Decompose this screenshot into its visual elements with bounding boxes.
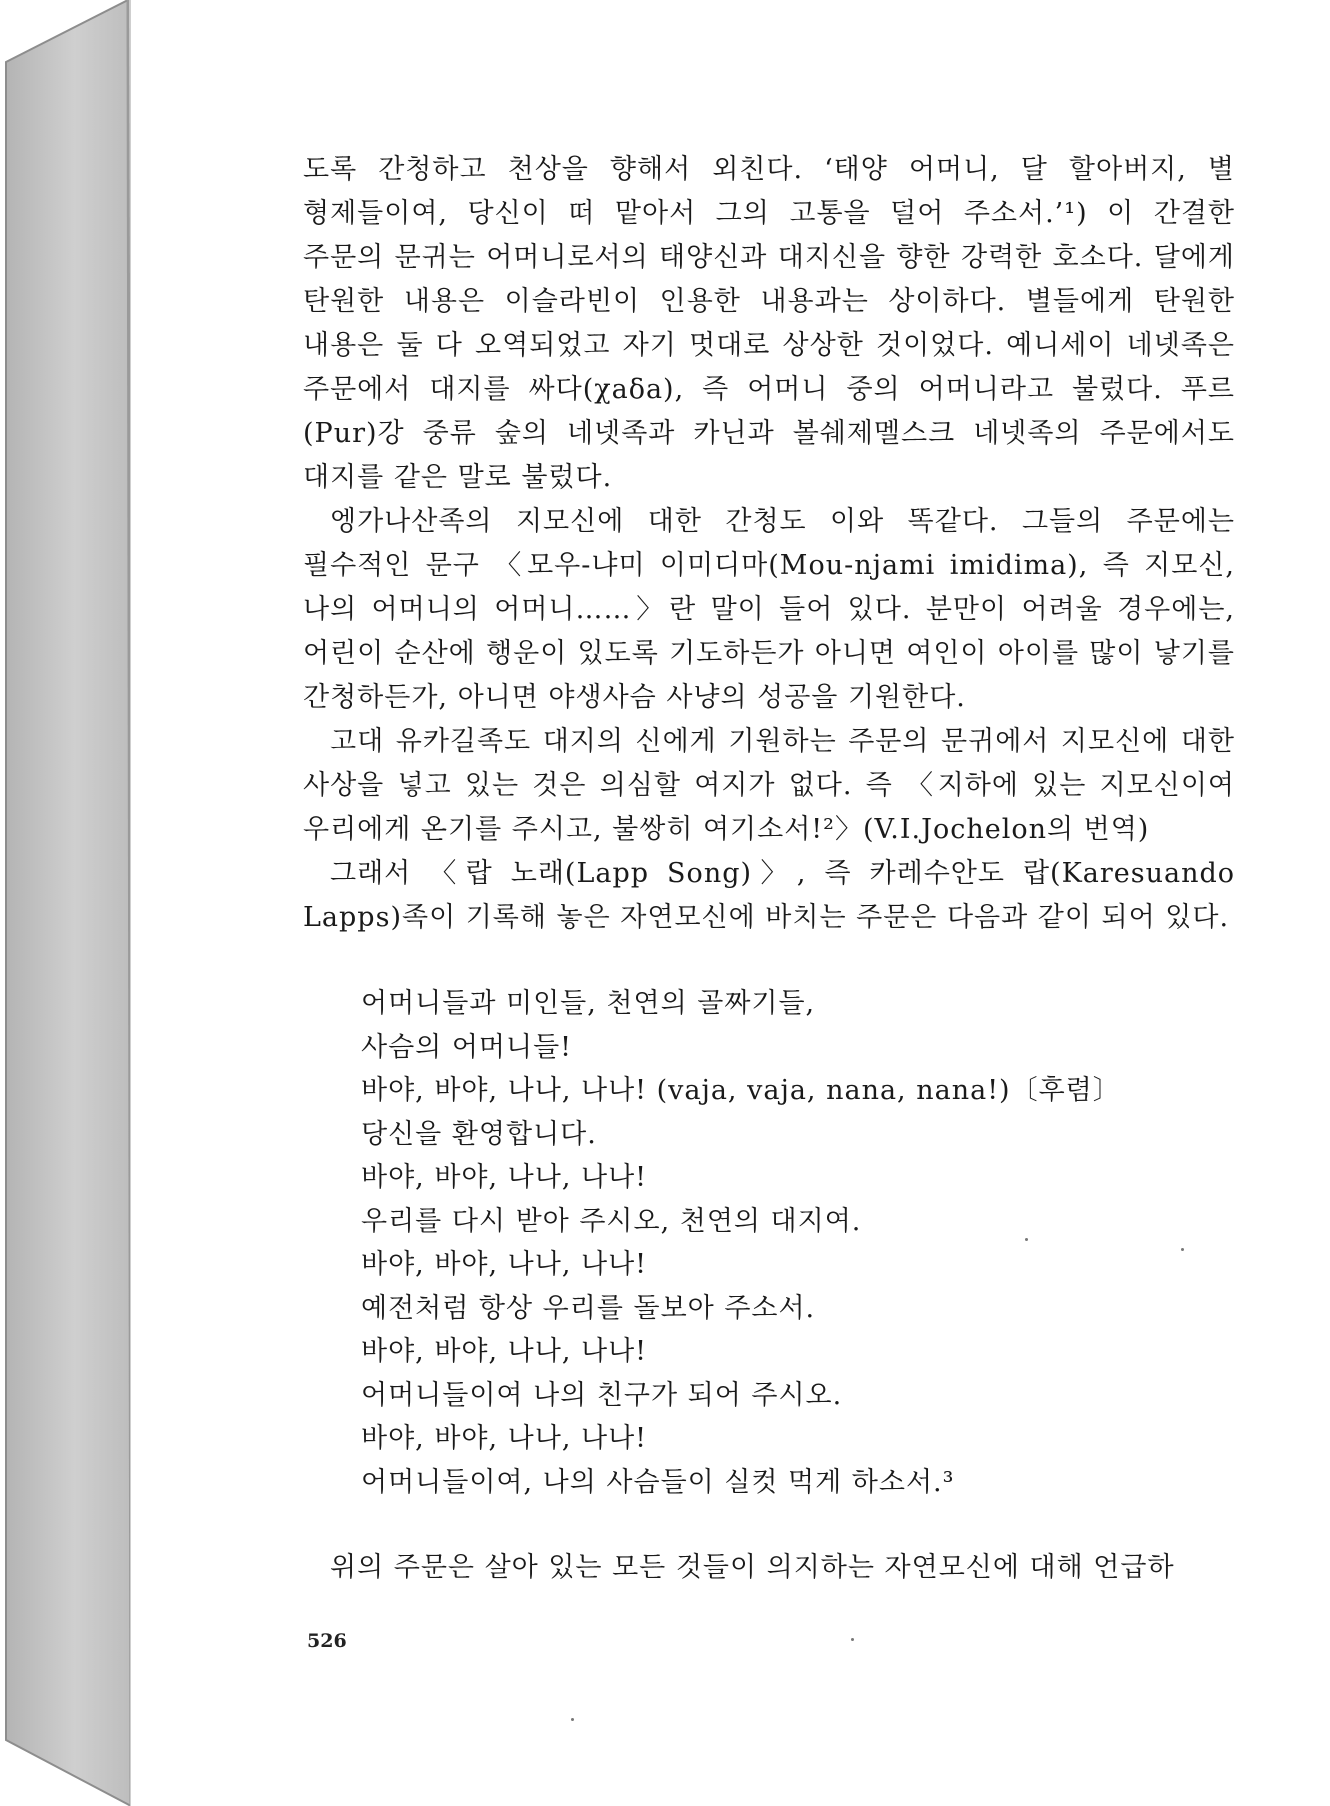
page-number: 526 — [307, 1630, 347, 1652]
closing-paragraph: 위의 주문은 살아 있는 모든 것들이 의지하는 자연모신에 대해 언급하 — [330, 1552, 1175, 1583]
poem-line: 바야, 바야, 나나, 나나! — [361, 1249, 648, 1280]
scan-speck — [1025, 1238, 1028, 1241]
scan-speck — [851, 1638, 854, 1641]
lapp-song-poem — [361, 982, 1235, 1504]
book-page — [130, 0, 1330, 1806]
scan-speck — [1181, 1248, 1184, 1251]
poem-line: 우리를 다시 받아 주시오, 천연의 대지여. — [361, 1205, 862, 1237]
book-spine — [0, 0, 140, 1806]
poem-line: 어머니들이여 나의 친구가 되어 주시오. — [361, 1379, 843, 1411]
poem-line: 바야, 바야, 나나, 나나! — [361, 1423, 648, 1454]
poem-line: 바야, 바야, 나나, 나나! — [361, 1162, 648, 1193]
poem-line: 당신을 환영합니다. — [361, 1118, 597, 1150]
poem-line: 사슴의 어머니들! — [361, 1031, 573, 1063]
poem-line: 예전처럼 항상 우리를 돌보아 주소서. — [361, 1292, 816, 1324]
paragraph-3: 고대 유카길족도 대지의 신에게 기원하는 주문의 문귀에서 지모신에 대한 사상을 넣고 있는 것은 의심할 여지가 없다. 즉 〈지하에 있는 지모신이여 우리에게 온기를 주시고, 불쌍히 여기소서!²〉(V.I.Jochelon의 번역) — [303, 726, 1235, 845]
poem-line: 바야, 바야, 나나, 나나! (vaja, vaja, nana, nana!)〔후렴〕 — [361, 1075, 1121, 1106]
paragraph-4: 그래서 〈랍 노래(Lapp Song)〉, 즉 카레수안도 랍(Karesuando Lapps)족이 기록해 놓은 자연모신에 바치는 주문은 다음과 같이 되어 있다. — [303, 858, 1235, 933]
poem-line: 어머니들이여, 나의 사슴들이 실컷 먹게 하소서.³ — [361, 1466, 955, 1498]
poem-line: 어머니들과 미인들, 천연의 골짜기들, — [361, 988, 816, 1019]
paragraph-2: 엥가나산족의 지모신에 대한 간청도 이와 똑같다. 그들의 주문에는 필수적인 문구 〈모우-냐미 이미디마(Mou-njami imidima), 즉 지모신, 나의 어머니의 어머니……〉란 말이 들어 있다. 분만이 어려울 경우에는, 어린이 순산에 행운이 있도록 기도하든가 아니면 여인이 아이를 많이 낳기를 간청하든가, 아니면 야생사슴 사냥의 성공을 기원한다. — [303, 506, 1235, 713]
scan-speck — [571, 1718, 574, 1721]
page-body — [303, 148, 1235, 1590]
paragraph-1: 도록 간청하고 천상을 향해서 외친다. ‘태양 어머니, 달 할아버지, 별 형제들이여, 당신이 떠 맡아서 그의 고통을 덜어 주소서.’¹) 이 간결한 주문의 문귀는 어머니로서의 태양신과 대지신을 향한 강력한 호소다. 달에게 탄원한 내용은 이슬라빈이 인용한 내용과는 상이하다. 별들에게 탄원한 내용은 둘 다 오역되었고 자기 멋대로 상상한 것이었다. 예니세이 네넷족은 주문에서 대지를 싸다(χaδa), 즉 어머니 중의 어머니라고 불렀다. 푸르(Pur)강 중류 숲의 네넷족과 카닌과 볼쉐제멜스크 네넷족의 주문에서도 대지를 같은 말로 불렀다. — [303, 154, 1235, 493]
poem-line: 바야, 바야, 나나, 나나! — [361, 1336, 648, 1367]
